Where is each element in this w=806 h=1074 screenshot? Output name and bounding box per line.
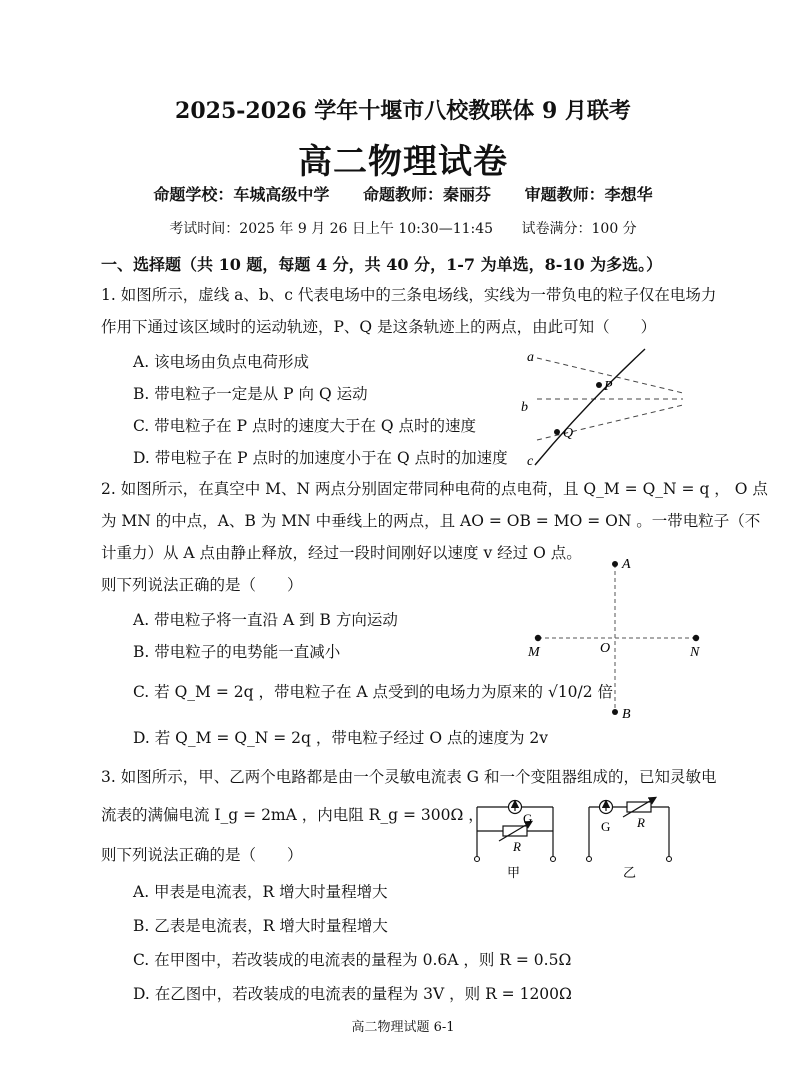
label-yi: 乙 xyxy=(623,865,637,880)
label-g-jia: G xyxy=(523,811,533,826)
label-c: c xyxy=(527,454,534,469)
q1-option-c: C. 带电粒子在 P 点时的速度大于在 Q 点时的速度 xyxy=(133,417,477,435)
terminal-yi-right xyxy=(667,857,672,862)
q2-stem-line1: 2. 如图所示，在真空中 M、N 两点分别固定带同种电荷的点电荷，且 Q_M = Q_N = q ， O 点 xyxy=(101,480,768,498)
page-footer: 高二物理试题 6-1 xyxy=(351,1020,455,1035)
setting-teacher: 命题教师：秦丽芬 xyxy=(362,185,491,204)
subject-title: 高二物理试卷 xyxy=(298,142,508,182)
point-p xyxy=(596,382,602,388)
q2-option-d: D. 若 Q_M = Q_N = 2q ，带电粒子经过 O 点的速度为 2v xyxy=(133,729,549,747)
author-line xyxy=(0,182,806,205)
exam-time: 考试时间：2025 年 9 月 26 日上午 10:30—11:45 xyxy=(169,221,494,237)
label-a: A xyxy=(622,557,631,572)
section-heading: 一、选择题（共 10 题，每题 4 分，共 40 分，1-7 为单选，8-10 为多选。） xyxy=(101,255,663,274)
q3-stem-line1: 3. 如图所示，甲、乙两个电路都是由一个灵敏电流表 G 和一个变阻器组成的，已知灵敏电 xyxy=(101,768,717,786)
q3-stem-line2: 流表的满偏电流 I_g = 2mA ，内电阻 R_g = 300Ω ， xyxy=(101,806,484,824)
full-score: 试卷满分：100 分 xyxy=(521,221,637,237)
q2-charge-figure xyxy=(520,550,715,725)
label-m: M xyxy=(528,645,540,660)
label-p: P xyxy=(604,379,613,394)
terminal-jia-right xyxy=(551,857,556,862)
label-r-yi: R xyxy=(637,815,645,830)
q3-option-d: D. 在乙图中，若改装成的电流表的量程为 3V ，则 R = 1200Ω xyxy=(133,985,572,1003)
q3-option-a: A. 甲表是电流表，R 增大时量程增大 xyxy=(133,883,388,901)
point-b xyxy=(612,709,618,715)
label-r-jia: R xyxy=(513,839,521,854)
exam-info-line xyxy=(0,218,806,238)
q2-stem-line3: 计重力）从 A 点由静止释放，经过一段时间刚好以速度 v 经过 O 点。 xyxy=(101,544,582,562)
q2-stem-line4: 则下列说法正确的是（ ） xyxy=(101,576,303,594)
q3-option-c: C. 在甲图中，若改装成的电流表的量程为 0.6A ，则 R = 0.5Ω xyxy=(133,951,572,969)
q2-option-a: A. 带电粒子将一直沿 A 到 B 方向运动 xyxy=(133,611,398,629)
label-q: Q xyxy=(563,426,574,441)
q1-option-b: B. 带电粒子一定是从 P 向 Q 运动 xyxy=(133,385,368,403)
charge-m xyxy=(535,635,541,641)
q3-circuit-figure xyxy=(465,795,690,885)
point-a xyxy=(612,561,618,567)
particle-trajectory xyxy=(535,349,645,465)
q2-option-c: C. 若 Q_M = 2q ，带电粒子在 A 点受到的电场力为原来的 √10/2 倍 xyxy=(133,683,614,701)
setting-school: 命题学校：车城高级中学 xyxy=(153,185,330,204)
label-o: O xyxy=(600,641,611,656)
terminal-jia-left xyxy=(475,857,480,862)
q1-stem-line1: 1. 如图所示，虚线 a、b、c 代表电场中的三条电场线，实线为一带负电的粒子仅在电场力 xyxy=(101,286,717,304)
label-a: a xyxy=(527,350,534,365)
q1-field-line-figure xyxy=(515,345,695,470)
label-b: b xyxy=(521,400,528,415)
charge-n xyxy=(693,635,699,641)
q3-stem-line3: 则下列说法正确的是（ ） xyxy=(101,846,303,864)
q2-stem-line2: 为 MN 的中点，A、B 为 MN 中垂线上的两点，且 AO = OB = MO = ON 。一带电粒子（不 xyxy=(101,512,761,530)
field-line-c xyxy=(537,405,683,440)
q1-option-a: A. 该电场由负点电荷形成 xyxy=(133,353,310,371)
review-teacher: 审题教师：李想华 xyxy=(524,185,653,204)
terminal-yi-left xyxy=(587,857,592,862)
label-n: N xyxy=(690,645,700,660)
q1-option-d: D. 带电粒子在 P 点时的加速度小于在 Q 点时的加速度 xyxy=(133,449,508,467)
q3-option-b: B. 乙表是电流表，R 增大时量程增大 xyxy=(133,917,388,935)
exam-title: 2025-2026 学年十堰市八校教联体 9 月联考 xyxy=(175,98,631,124)
label-jia: 甲 xyxy=(507,865,521,880)
q2-option-b: B. 带电粒子的电势能一直减小 xyxy=(133,643,341,661)
q1-stem-line2: 作用下通过该区域时的运动轨迹，P、Q 是这条轨迹上的两点，由此可知（ ） xyxy=(101,318,657,336)
point-q xyxy=(554,429,560,435)
label-g-yi: G xyxy=(601,819,611,834)
label-b: B xyxy=(622,707,631,722)
